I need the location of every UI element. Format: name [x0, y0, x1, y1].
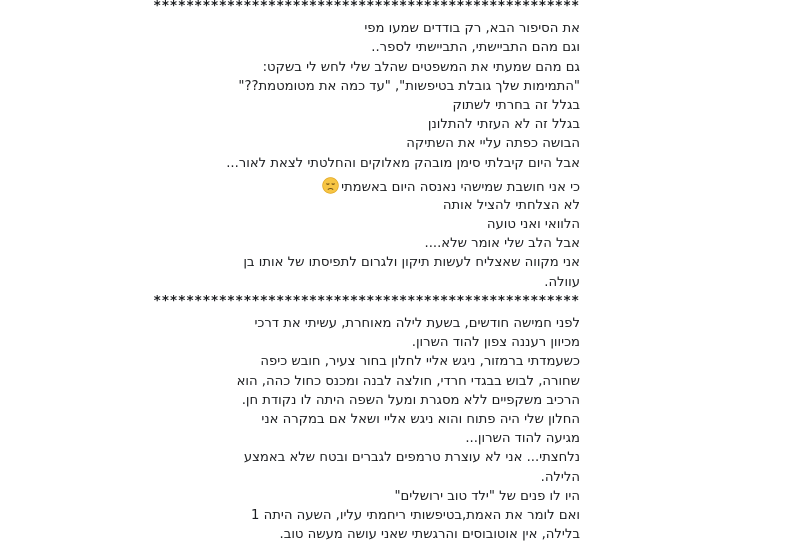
text-line: הלוואי ואני טועה	[486, 217, 580, 233]
text-paragraph: אני מקווה שאצליח לעשות תיקון ולגרום לתפיסתו של אותו בן עוולה.	[243, 255, 580, 290]
text-line: את הסיפור הבא, רק בודדים שמעו מפי	[364, 21, 580, 37]
text-line: אבל היום קיבלתי סימן מובהק מאלוקים והחלטתי לצאת לאור...	[226, 155, 580, 171]
text-line: אבל הלב שלי אומר שלא....	[424, 236, 580, 252]
emoji-line-text: כי אני חושבת שמישהי נאנסה היום באשמתי	[341, 179, 580, 195]
text-paragraph: ואם לומר את האמת,בטיפשותי ריחמתי עליו, השעה היתה 1 בלילה, אין אוטובוסים והרגשתי שאני עושה מעשה טוב.	[251, 508, 580, 543]
text-line: גם מהם שמעתי את המשפטים שהלב שלי לחש לי בשקט:	[262, 59, 580, 75]
text-line: הבושה כפתה עליי את השתיקה	[406, 136, 580, 152]
sad-face-emoji-icon	[322, 177, 339, 200]
post-body	[153, 0, 580, 544]
text-line: בגלל זה לא העזתי להתלונן	[427, 117, 580, 133]
text-line: "התמימות שלך גובלת בטיפשות", "עד כמה את מטומטמת??"	[238, 78, 580, 94]
separator-line: ****************************************************	[153, 293, 580, 309]
text-line: בגלל זה בחרתי לשתוק	[452, 97, 580, 113]
separator-line: ****************************************************	[153, 0, 580, 14]
text-line: היו לו פנים של "ילד טוב ירושלים"	[394, 488, 580, 504]
text-line: לא הצלחתי להציל אותה	[442, 197, 580, 213]
text-paragraph: לפני חמישה חודשים, בשעת לילה מאוחרת, עשיתי את דרכי מכיוון רעננה צפון להוד השרון.	[254, 316, 580, 351]
emoji-text-line	[228, 177, 580, 196]
text-paragraph: נלחצתי... אני לא עוצרת טרמפים לגברים ובטח שלא באמצע הלילה.	[243, 450, 580, 485]
text-paragraph: כשעמדתי ברמזור, ניגש אליי לחלון בחור צעיר, חובש כיפה שחורה, לבוש בבגדי חרדי, חולצה לבנה ומכנס כחול כהה, הוא הרכיב משקפיים ללא מסגרת ומעל השפה היתה לו נקודת חן.	[236, 354, 580, 408]
text-line: וגם מהם התביישתי, התביישתי לספר..	[371, 40, 580, 56]
text-paragraph: החלון שלי היה פתוח והוא ניגש אליי ושאל אם במקרה אני מגיעה להוד השרון...	[261, 412, 580, 447]
